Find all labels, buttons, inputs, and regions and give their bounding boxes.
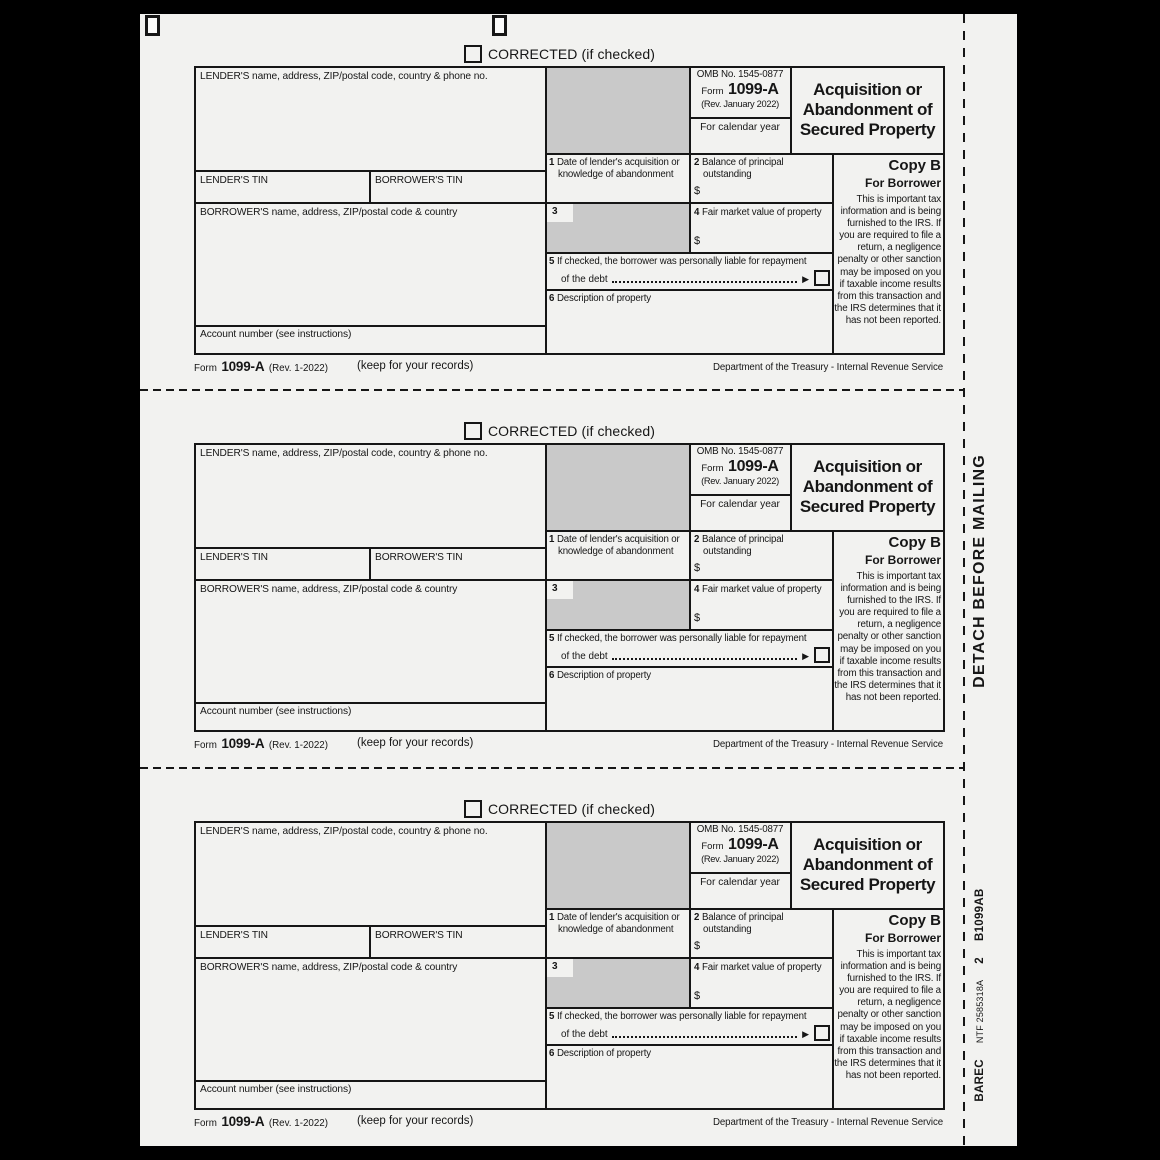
print-codes <box>974 888 986 1101</box>
shaded-box-top <box>547 68 689 153</box>
box2-label <box>694 157 833 180</box>
box2-number: 2 <box>694 534 700 545</box>
footer-form-number: 1099-A <box>221 736 265 751</box>
footer-form-id <box>194 358 328 376</box>
box5-liable-checkbox[interactable] <box>814 270 830 286</box>
table-line <box>689 494 792 496</box>
table-line <box>194 1080 547 1082</box>
form-table <box>194 443 945 732</box>
form-title-line3: Secured Property <box>799 496 936 516</box>
box2-label <box>694 534 833 557</box>
box2-number: 2 <box>694 912 700 923</box>
box3-number: 3 <box>552 961 558 972</box>
box5-leader-row <box>561 1025 830 1041</box>
calendar-year-label: For calendar year <box>700 122 780 133</box>
box6-text: Description of property <box>556 670 651 681</box>
account-number-field[interactable] <box>196 718 543 728</box>
box4-dollar-sign: $ <box>694 990 701 1002</box>
table-line <box>194 202 834 204</box>
footer-form-number: 1099-A <box>221 1114 265 1129</box>
box6-label <box>549 293 651 305</box>
box4-number: 4 <box>694 584 700 595</box>
form-table <box>194 821 945 1110</box>
box5-label <box>549 256 806 268</box>
box4-amount-field[interactable] <box>706 986 830 1004</box>
footer-form-word: Form <box>194 740 217 751</box>
box1-label <box>549 157 696 180</box>
box4-label <box>694 584 821 596</box>
copy-block <box>834 157 941 327</box>
form-title <box>792 443 943 530</box>
table-line <box>545 289 834 291</box>
box3-number: 3 <box>552 206 558 217</box>
calendar-year-field[interactable] <box>691 891 789 906</box>
form-number-header <box>691 836 789 854</box>
footer-form-word: Form <box>194 363 217 374</box>
registration-mark <box>145 15 160 36</box>
arrow-right-icon: ▶ <box>802 1029 809 1039</box>
lender-tin-field[interactable] <box>196 563 367 577</box>
box1-date-field[interactable] <box>547 178 687 200</box>
box1-number: 1 <box>549 534 555 545</box>
box2-text: Balance of principal outstanding <box>701 912 784 935</box>
lender-name-field[interactable] <box>196 84 543 168</box>
table-line <box>545 66 547 355</box>
arrow-right-icon: ▶ <box>802 274 809 284</box>
table-line <box>545 908 945 910</box>
form-word: Form <box>701 463 724 474</box>
form-title-line2: Abandonment of <box>802 99 933 119</box>
arrow-right-icon: ▶ <box>802 651 809 661</box>
table-line <box>194 325 547 327</box>
form-title <box>792 66 943 153</box>
corrected-checkbox[interactable] <box>464 800 482 818</box>
table-line <box>545 821 547 1110</box>
copy-for-label: For Borrower <box>864 176 941 190</box>
table-line <box>545 530 945 532</box>
form-number-header <box>691 458 789 476</box>
copy-b-label: Copy B <box>888 534 941 551</box>
corrected-label: CORRECTED (if checked) <box>487 423 656 439</box>
box4-number: 4 <box>694 207 700 218</box>
omb-number: OMB No. 1545-0877 <box>696 824 784 835</box>
corrected-label: CORRECTED (if checked) <box>487 46 656 62</box>
box1-label <box>549 912 696 935</box>
corrected-row <box>184 44 935 64</box>
box5-leader-row <box>561 270 830 286</box>
form-copy-1 <box>194 44 945 376</box>
copy-instructions: This is important tax information and is being furnished to the IRS. If you are required to file a return, a negligence penalty or other sanction may be imposed on you if taxable income results from this transaction and the IRS determines that it has not been reported. <box>834 194 941 326</box>
lender-name-field[interactable] <box>196 461 543 545</box>
box2-text: Balance of principal outstanding <box>701 534 784 557</box>
box5-number: 5 <box>549 633 555 644</box>
omb-block <box>691 69 789 109</box>
perforation-line-2 <box>140 767 965 769</box>
omb-block <box>691 446 789 486</box>
code-barec: BAREC <box>974 1059 986 1102</box>
box2-label <box>694 912 833 935</box>
form-revision: (Rev. January 2022) <box>701 854 779 864</box>
lender-name-label: LENDER'S name, address, ZIP/postal code, country & phone no. <box>200 448 488 459</box>
calendar-year-label: For calendar year <box>700 499 780 510</box>
table-line <box>369 547 371 581</box>
copy-instructions: This is important tax information and is being furnished to the IRS. If you are required to file a return, a negligence penalty or other sanction may be imposed on you if taxable income results from this transaction and the IRS determines that it has not been reported. <box>834 571 941 703</box>
footer-revision: (Rev. 1-2022) <box>268 363 329 374</box>
detach-before-mailing-text: DETACH BEFORE MAILING <box>971 454 988 688</box>
box6-description-field[interactable] <box>549 683 830 727</box>
lender-name-label: LENDER'S name, address, ZIP/postal code, country & phone no. <box>200 71 488 82</box>
box5-text-line2: of the debt <box>561 274 608 285</box>
dotted-leader <box>612 1036 797 1038</box>
table-line <box>545 153 945 155</box>
form-copy-3 <box>194 799 945 1131</box>
box4-amount-field[interactable] <box>706 231 830 249</box>
omb-number: OMB No. 1545-0877 <box>696 446 784 457</box>
code-ntf: NTF 2585318A <box>975 979 985 1044</box>
code-form-id: B1099AB <box>974 888 986 942</box>
box5-text: If checked, the borrower was personally liable for repayment <box>556 256 807 267</box>
box2-dollar-sign: $ <box>694 940 701 952</box>
box5-number: 5 <box>549 256 555 267</box>
form-title-line3: Secured Property <box>799 119 936 139</box>
lender-tin-field[interactable] <box>196 186 367 200</box>
corrected-row <box>184 421 935 441</box>
borrower-name-field[interactable] <box>196 975 543 1078</box>
form-table <box>194 66 945 355</box>
borrower-tin-field[interactable] <box>373 186 543 200</box>
code-page-number: 2 <box>974 957 986 964</box>
footer-form-id <box>194 735 328 753</box>
box5-text-line2: of the debt <box>561 651 608 662</box>
box1-text: Date of lender's acquisition or knowledge of abandonment <box>556 534 680 557</box>
borrower-name-label: BORROWER'S name, address, ZIP/postal code & country <box>200 584 458 595</box>
box4-number: 4 <box>694 962 700 973</box>
copy-instructions: This is important tax information and is being furnished to the IRS. If you are required to file a return, a negligence penalty or other sanction may be imposed on you if taxable income results from this transaction and the IRS determines that it has not been reported. <box>834 949 941 1081</box>
form-title-line1: Acquisition or <box>813 834 922 854</box>
table-line <box>545 666 834 668</box>
footer-form-id <box>194 1113 328 1131</box>
registration-mark <box>492 15 507 36</box>
footer-department: Department of the Treasury - Internal Revenue Service <box>712 739 943 750</box>
omb-block <box>691 824 789 864</box>
copy-block <box>834 912 941 1082</box>
perforation-line-1 <box>140 389 965 391</box>
table-line <box>369 925 371 959</box>
borrower-tin-field[interactable] <box>373 941 543 955</box>
table-line <box>689 117 792 119</box>
borrower-name-label: BORROWER'S name, address, ZIP/postal code & country <box>200 962 458 973</box>
form-title <box>792 821 943 908</box>
box1-text: Date of lender's acquisition or knowledge of abandonment <box>556 912 680 935</box>
form-number: 1099-A <box>727 458 779 475</box>
box4-dollar-sign: $ <box>694 612 701 624</box>
box3-number-chip <box>547 581 573 599</box>
form-title-line2: Abandonment of <box>802 476 933 496</box>
box2-amount-field[interactable] <box>706 181 830 199</box>
footer-revision: (Rev. 1-2022) <box>268 740 329 751</box>
borrower-tin-label: BORROWER'S TIN <box>375 175 463 186</box>
form-footer <box>194 1113 945 1131</box>
form-footer <box>194 735 945 753</box>
box2-dollar-sign: $ <box>694 562 701 574</box>
box3-number-chip <box>547 204 573 222</box>
form-number: 1099-A <box>727 836 779 853</box>
calendar-year-field[interactable] <box>691 136 789 151</box>
box5-liable-checkbox[interactable] <box>814 647 830 663</box>
box6-description-field[interactable] <box>549 1061 830 1105</box>
table-line <box>194 957 834 959</box>
account-number-label: Account number (see instructions) <box>200 1084 352 1095</box>
lender-tin-label: LENDER'S TIN <box>200 552 268 563</box>
borrower-tin-label: BORROWER'S TIN <box>375 552 463 563</box>
form-copy-2 <box>194 421 945 753</box>
account-number-label: Account number (see instructions) <box>200 329 352 340</box>
corrected-checkbox[interactable] <box>464 45 482 63</box>
calendar-year-field[interactable] <box>691 513 789 528</box>
dotted-leader <box>612 281 797 283</box>
account-number-label: Account number (see instructions) <box>200 706 352 717</box>
footer-department: Department of the Treasury - Internal Revenue Service <box>712 1117 943 1128</box>
table-line <box>194 702 547 704</box>
table-line <box>545 1044 834 1046</box>
box4-label <box>694 207 821 219</box>
box1-date-field[interactable] <box>547 933 687 955</box>
box5-leader-row <box>561 647 830 663</box>
box1-number: 1 <box>549 912 555 923</box>
box3-number: 3 <box>552 583 558 594</box>
box5-label <box>549 633 806 645</box>
copy-for-label: For Borrower <box>864 931 941 945</box>
omb-number: OMB No. 1545-0877 <box>696 69 784 80</box>
form-footer <box>194 358 945 376</box>
box4-dollar-sign: $ <box>694 235 701 247</box>
box4-text: Fair market value of property <box>701 584 822 595</box>
form-title-line2: Abandonment of <box>802 854 933 874</box>
perforation-line-vertical <box>963 14 965 1146</box>
footer-keep-note: (keep for your records) <box>357 1115 474 1127</box>
form-word: Form <box>701 86 724 97</box>
account-number-field[interactable] <box>196 341 543 351</box>
table-line <box>194 579 834 581</box>
form-page <box>140 14 1017 1146</box>
form-number: 1099-A <box>727 81 779 98</box>
box5-text: If checked, the borrower was personally liable for repayment <box>556 633 807 644</box>
box3-number-chip <box>547 959 573 977</box>
shaded-box-top <box>547 823 689 908</box>
form-revision: (Rev. January 2022) <box>701 99 779 109</box>
copy-for-label: For Borrower <box>864 553 941 567</box>
box6-description-field[interactable] <box>549 306 830 350</box>
copy-b-label: Copy B <box>888 157 941 174</box>
dotted-leader <box>612 658 797 660</box>
box2-dollar-sign: $ <box>694 185 701 197</box>
lender-tin-label: LENDER'S TIN <box>200 175 268 186</box>
box4-amount-field[interactable] <box>706 608 830 626</box>
box1-text: Date of lender's acquisition or knowledge of abandonment <box>556 157 680 180</box>
box6-text: Description of property <box>556 1048 651 1059</box>
borrower-name-field[interactable] <box>196 220 543 323</box>
box5-label <box>549 1011 806 1023</box>
box6-number: 6 <box>549 293 555 304</box>
table-line <box>943 821 945 1110</box>
form-title-line1: Acquisition or <box>813 456 922 476</box>
box6-label <box>549 670 651 682</box>
box1-label <box>549 534 696 557</box>
box2-amount-field[interactable] <box>706 936 830 954</box>
box4-label <box>694 962 821 974</box>
corrected-checkbox[interactable] <box>464 422 482 440</box>
table-line <box>689 872 792 874</box>
shaded-box-top <box>547 445 689 530</box>
box6-text: Description of property <box>556 293 651 304</box>
footer-revision: (Rev. 1-2022) <box>268 1118 329 1129</box>
box6-number: 6 <box>549 1048 555 1059</box>
box2-text: Balance of principal outstanding <box>701 157 784 180</box>
footer-keep-note: (keep for your records) <box>357 360 474 372</box>
account-number-field[interactable] <box>196 1096 543 1106</box>
lender-tin-label: LENDER'S TIN <box>200 930 268 941</box>
footer-department: Department of the Treasury - Internal Revenue Service <box>712 362 943 373</box>
box5-text-line2: of the debt <box>561 1029 608 1040</box>
footer-form-word: Form <box>194 1118 217 1129</box>
box2-amount-field[interactable] <box>706 558 830 576</box>
box1-date-field[interactable] <box>547 555 687 577</box>
corrected-label: CORRECTED (if checked) <box>487 801 656 817</box>
table-line <box>545 443 547 732</box>
borrower-name-label: BORROWER'S name, address, ZIP/postal code & country <box>200 207 458 218</box>
form-word: Form <box>701 841 724 852</box>
footer-form-number: 1099-A <box>221 359 265 374</box>
table-line <box>369 170 371 204</box>
copy-block <box>834 534 941 704</box>
calendar-year-label: For calendar year <box>700 877 780 888</box>
lender-name-label: LENDER'S name, address, ZIP/postal code, country & phone no. <box>200 826 488 837</box>
corrected-row <box>184 799 935 819</box>
form-revision: (Rev. January 2022) <box>701 476 779 486</box>
box4-text: Fair market value of property <box>701 207 822 218</box>
borrower-name-field[interactable] <box>196 597 543 700</box>
borrower-tin-label: BORROWER'S TIN <box>375 930 463 941</box>
lender-tin-field[interactable] <box>196 941 367 955</box>
box5-liable-checkbox[interactable] <box>814 1025 830 1041</box>
box6-number: 6 <box>549 670 555 681</box>
table-line <box>943 66 945 355</box>
form-title-line1: Acquisition or <box>813 79 922 99</box>
borrower-tin-field[interactable] <box>373 563 543 577</box>
box6-label <box>549 1048 651 1060</box>
box4-text: Fair market value of property <box>701 962 822 973</box>
table-line <box>943 443 945 732</box>
form-title-line3: Secured Property <box>799 874 936 894</box>
box1-number: 1 <box>549 157 555 168</box>
lender-name-field[interactable] <box>196 839 543 923</box>
copy-b-label: Copy B <box>888 912 941 929</box>
box2-number: 2 <box>694 157 700 168</box>
box5-number: 5 <box>549 1011 555 1022</box>
box5-text: If checked, the borrower was personally liable for repayment <box>556 1011 807 1022</box>
footer-keep-note: (keep for your records) <box>357 737 474 749</box>
form-number-header <box>691 81 789 99</box>
